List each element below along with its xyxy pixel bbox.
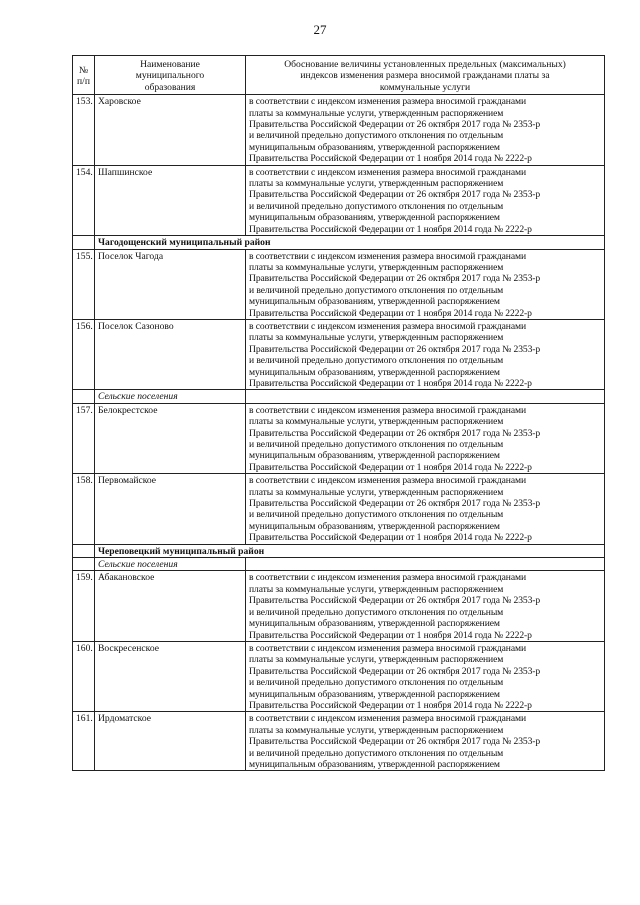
header-number (73, 56, 95, 95)
basis-line: Правительства Российской Федерации от 1 ноября 2014 года № 2222-р (249, 532, 532, 544)
row-number: 158. (73, 474, 95, 544)
basis-line: Правительства Российской Федерации от 26 октября 2017 года № 2353-р (249, 595, 541, 607)
basis-line: и величиной предельно допустимого отклонения по отдельным (249, 284, 504, 296)
basis-line: платы за коммунальные услуги, утвержденным распоряжением (249, 178, 504, 190)
basis-line: Правительства Российской Федерации от 1 ноября 2014 года № 2222-р (249, 461, 532, 473)
basis-line: муниципальным образованиям, утвержденной распоряжением (249, 758, 500, 770)
row-name: Первомайское (95, 474, 246, 544)
row-name: Поселок Сазоново (95, 319, 246, 389)
row-number: 155. (73, 249, 95, 319)
basis-line: в соответствии с индексом изменения размера вносимой гражданами (249, 572, 526, 584)
basis-line: Правительства Российской Федерации от 26 октября 2017 года № 2353-р (249, 427, 541, 439)
basis-line: Правительства Российской Федерации от 1 ноября 2014 года № 2222-р (249, 153, 532, 165)
basis-line: и величиной предельно допустимого отклонения по отдельным (249, 747, 504, 759)
basis-line: Правительства Российской Федерации от 26 октября 2017 года № 2353-р (249, 189, 541, 201)
basis-line: в соответствии с индексом изменения размера вносимой гражданами (249, 642, 526, 654)
subheader-title: Сельские поселения (95, 390, 246, 403)
row-number: 156. (73, 319, 95, 389)
row-basis (246, 319, 605, 389)
basis-line: Правительства Российской Федерации от 1 ноября 2014 года № 2222-р (249, 223, 532, 235)
table-row (73, 571, 605, 641)
basis-line: муниципальным образованиям, утвержденной распоряжением (249, 688, 500, 700)
subheader-title: Сельские поселения (95, 558, 246, 571)
basis-line: платы за коммунальные услуги, утвержденным распоряжением (249, 654, 504, 666)
subheader-row (73, 390, 605, 403)
row-name: Поселок Чагода (95, 249, 246, 319)
row-name: Харовское (95, 95, 246, 165)
basis-line: и величиной предельно допустимого отклонения по отдельным (249, 509, 504, 521)
basis-line: Правительства Российской Федерации от 26 октября 2017 года № 2353-р (249, 736, 541, 748)
basis-line: и величиной предельно допустимого отклонения по отдельным (249, 130, 504, 142)
basis-line: платы за коммунальные услуги, утвержденным распоряжением (249, 107, 504, 119)
basis-line: Правительства Российской Федерации от 1 ноября 2014 года № 2222-р (249, 699, 532, 711)
basis-line: Правительства Российской Федерации от 26 октября 2017 года № 2353-р (249, 665, 541, 677)
row-number: 161. (73, 712, 95, 771)
header-basis (246, 56, 605, 95)
table-row (73, 474, 605, 544)
district-blank (73, 236, 95, 249)
table-body (73, 95, 605, 771)
basis-line: платы за коммунальные услуги, утвержденным распоряжением (249, 724, 504, 736)
table-row (73, 641, 605, 711)
row-number: 153. (73, 95, 95, 165)
basis-line: и величиной предельно допустимого отклонения по отдельным (249, 606, 504, 618)
table-row (73, 95, 605, 165)
table-row (73, 249, 605, 319)
header-number-text: № п/п (77, 64, 90, 88)
basis-line: платы за коммунальные услуги, утвержденным распоряжением (249, 332, 504, 344)
basis-line: муниципальным образованиям, утвержденной распоряжением (249, 366, 500, 378)
basis-line: в соответствии с индексом изменения размера вносимой гражданами (249, 475, 526, 487)
basis-line: Правительства Российской Федерации от 26 октября 2017 года № 2353-р (249, 273, 541, 285)
basis-line: Правительства Российской Федерации от 1 ноября 2014 года № 2222-р (249, 629, 532, 641)
row-basis (246, 641, 605, 711)
basis-line: Правительства Российской Федерации от 1 ноября 2014 года № 2222-р (249, 307, 532, 319)
basis-line: и величиной предельно допустимого отклонения по отдельным (249, 677, 504, 689)
row-basis (246, 249, 605, 319)
basis-line: муниципальным образованиям, утвержденной распоряжением (249, 141, 500, 153)
indices-table (72, 55, 605, 771)
district-row (73, 236, 605, 249)
row-name: Белокрестское (95, 403, 246, 473)
row-basis (246, 474, 605, 544)
row-basis (246, 571, 605, 641)
basis-line: Правительства Российской Федерации от 26 октября 2017 года № 2353-р (249, 343, 541, 355)
subheader-row (73, 558, 605, 571)
header-name (95, 56, 246, 95)
basis-line: платы за коммунальные услуги, утвержденным распоряжением (249, 416, 504, 428)
basis-line: муниципальным образованиям, утвержденной распоряжением (249, 618, 500, 630)
page-number: 27 (313, 22, 327, 37)
basis-line: в соответствии с индексом изменения размера вносимой гражданами (249, 713, 526, 725)
basis-line: и величиной предельно допустимого отклонения по отдельным (249, 439, 504, 450)
row-basis (246, 712, 605, 771)
basis-line: Правительства Российской Федерации от 1 ноября 2014 года № 2222-р (249, 377, 532, 389)
row-number: 159. (73, 571, 95, 641)
district-title: Чагодощенский муниципальный район (95, 236, 605, 249)
subheader-empty (246, 558, 605, 571)
row-name: Ирдоматское (95, 712, 246, 771)
row-name: Воскресенское (95, 641, 246, 711)
basis-line: платы за коммунальные услуги, утвержденным распоряжением (249, 261, 504, 273)
district-blank (73, 544, 95, 557)
subheader-empty (246, 390, 605, 403)
row-name: Абакановское (95, 571, 246, 641)
basis-line: муниципальным образованиям, утвержденной распоряжением (249, 520, 500, 532)
basis-line: в соответствии с индексом изменения размера вносимой гражданами (249, 96, 526, 108)
row-basis (246, 165, 605, 235)
basis-line: и величиной предельно допустимого отклонения по отдельным (249, 200, 504, 212)
table-header-row (73, 56, 605, 95)
row-number: 154. (73, 165, 95, 235)
header-name-text: Наименование муниципального образования (135, 59, 205, 93)
basis-line: и величиной предельно допустимого отклонения по отдельным (249, 355, 504, 367)
basis-line: в соответствии с индексом изменения размера вносимой гражданами (249, 404, 526, 416)
subheader-blank (73, 558, 95, 571)
header-basis-text: Обоснование величины установленных предельных (максимальных) индексов изменения размера вносимой гражданами платы за коммунальные услуги (284, 59, 566, 93)
basis-line: Правительства Российской Федерации от 26 октября 2017 года № 2353-р (249, 498, 541, 510)
basis-line: платы за коммунальные услуги, утвержденным распоряжением (249, 486, 504, 498)
basis-line: муниципальным образованиям, утвержденной распоряжением (249, 212, 500, 224)
table-row (73, 319, 605, 389)
district-row (73, 544, 605, 557)
table-row (73, 712, 605, 771)
row-basis (246, 403, 605, 473)
subheader-blank (73, 390, 95, 403)
basis-line: в соответствии с индексом изменения размера вносимой гражданами (249, 166, 526, 178)
basis-line: в соответствии с индексом изменения размера вносимой гражданами (249, 250, 526, 262)
row-basis (246, 95, 605, 165)
basis-line: в соответствии с индексом изменения размера вносимой гражданами (249, 320, 526, 332)
basis-line: Правительства Российской Федерации от 26 октября 2017 года № 2353-р (249, 119, 541, 131)
basis-line: платы за коммунальные услуги, утвержденным распоряжением (249, 583, 504, 595)
table-row (73, 403, 605, 473)
row-number: 157. (73, 403, 95, 473)
district-title: Череповецкий муниципальный район (95, 544, 605, 557)
row-number: 160. (73, 641, 95, 711)
basis-line: муниципальным образованиям, утвержденной распоряжением (249, 450, 500, 462)
basis-line: муниципальным образованиям, утвержденной распоряжением (249, 296, 500, 308)
row-name: Шапшинское (95, 165, 246, 235)
table-row (73, 165, 605, 235)
